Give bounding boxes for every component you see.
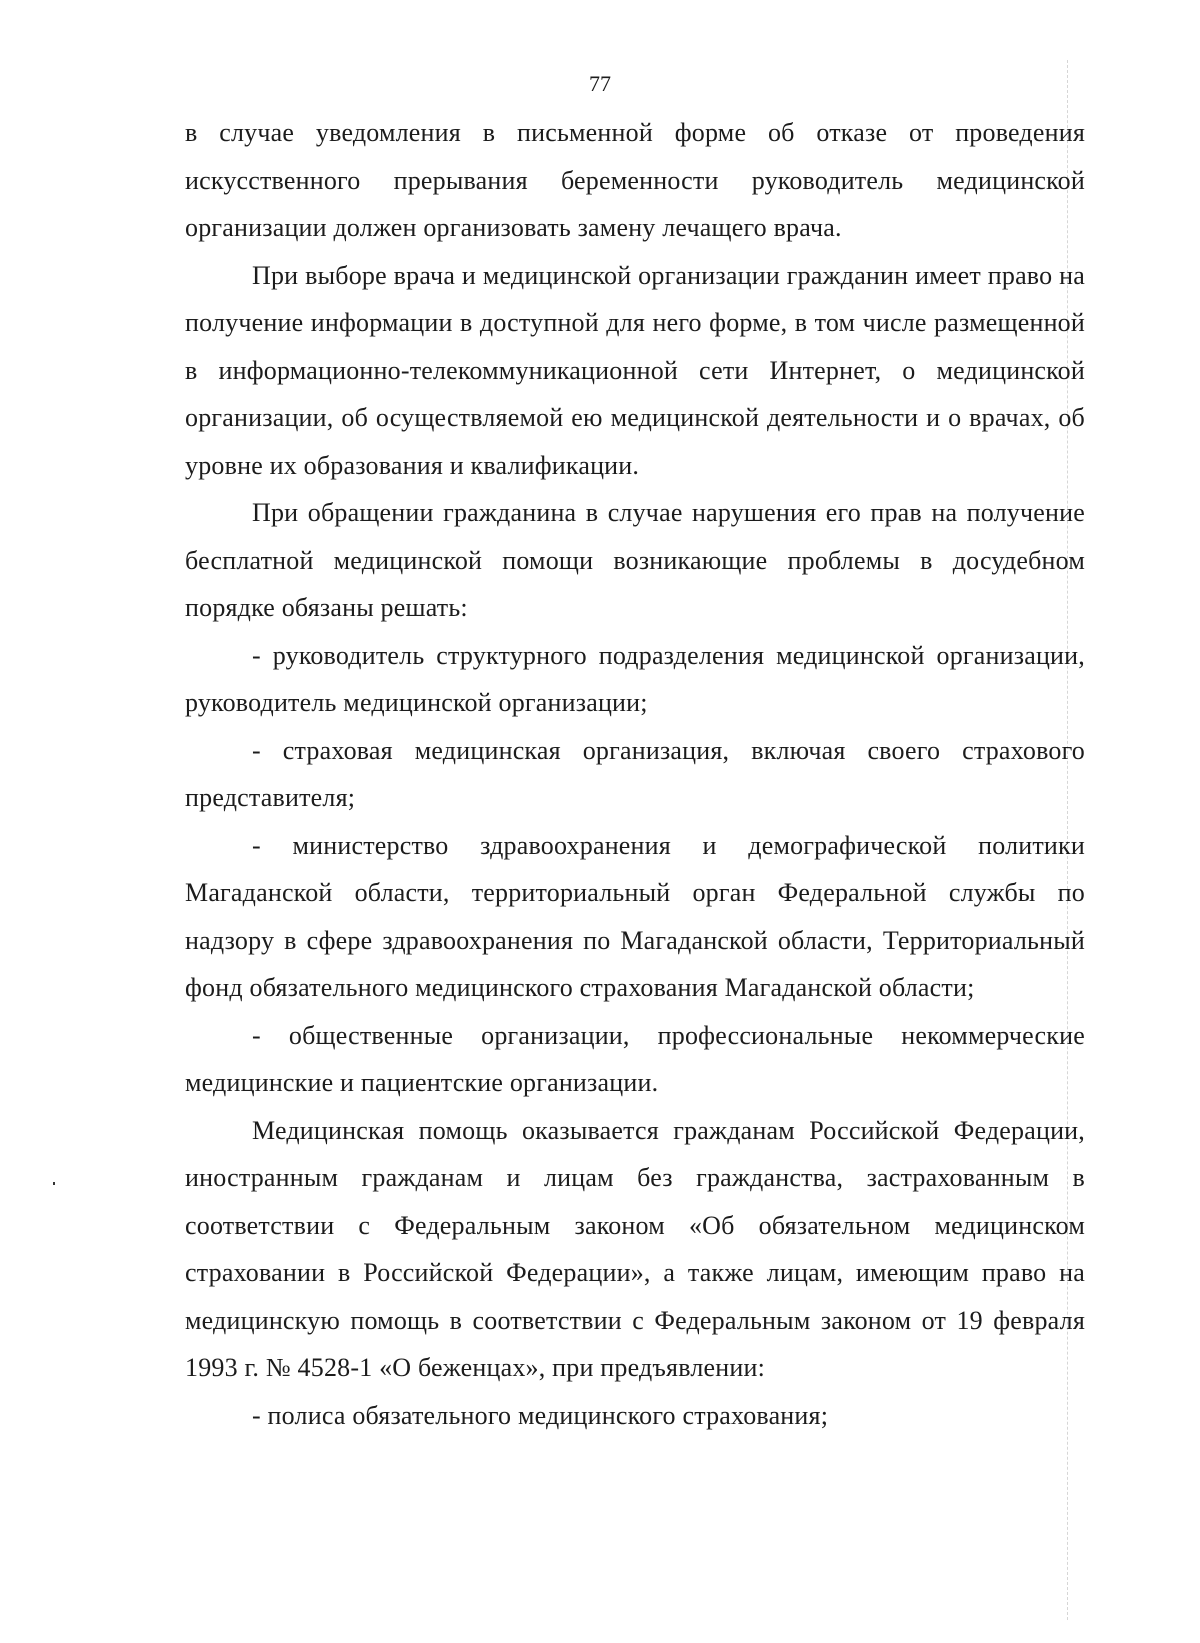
page-number: 77 (589, 71, 611, 96)
paragraph-medical-care-provision: Медицинская помощь оказывается гражданам Российской Федерации, иностранным гражданам и лицам без гражданства, застрахованным в соответствии с Федеральным законом «Об обязательном медицинском страховании в Российской Федерации», а также лицам, имеющим право на медицинскую помощь в соответствии с Федеральным законом от 19 февраля 1993 г. № 4528-1 «О беженцах», при предъявлении: (185, 1115, 1085, 1382)
list-item-public-organizations: - общественные организации, профессиональные некоммерческие медицинские и пациентские организации. (185, 1020, 1085, 1097)
paragraph-rights-violation: При обращении гражданина в случае нарушения его прав на получение бесплатной медицинской помощи возникающие проблемы в досудебном порядке обязаны решать: (185, 498, 1085, 622)
list-item-department-head: - руководитель структурного подразделения медицинской организации, руководитель медицинской организации; (185, 640, 1085, 717)
document-body (185, 109, 1085, 1439)
list-item-insurance-policy: - полиса обязательного медицинского страхования; (252, 1400, 829, 1430)
paragraph-abortion-refusal: в случае уведомления в письменной форме об отказе от проведения искусственного прерывания беременности руководитель медицинской организации должен организовать замену лечащего врача. (185, 118, 1085, 242)
scan-speck (53, 1182, 55, 1185)
list-item-ministry: - министерство здравоохранения и демографической политики Магаданской области, территориальный орган Федеральной службы по надзору в сфере здравоохранения по Магаданской области, Территориальный фонд обязательного медицинского страхования Магаданской области; (185, 830, 1085, 1002)
list-item-insurance-organization: - страховая медицинская организация, включая своего страхового представителя; (185, 735, 1085, 812)
paragraph-choice-of-doctor: При выборе врача и медицинской организации гражданин имеет право на получение информации в доступной для него форме, в том числе размещенной в информационно-телекоммуникационной сети Интернет, о медицинской организации, об осуществляемой ею медицинской деятельности и о врачах, об уровне их образования и квалификации. (185, 260, 1085, 480)
